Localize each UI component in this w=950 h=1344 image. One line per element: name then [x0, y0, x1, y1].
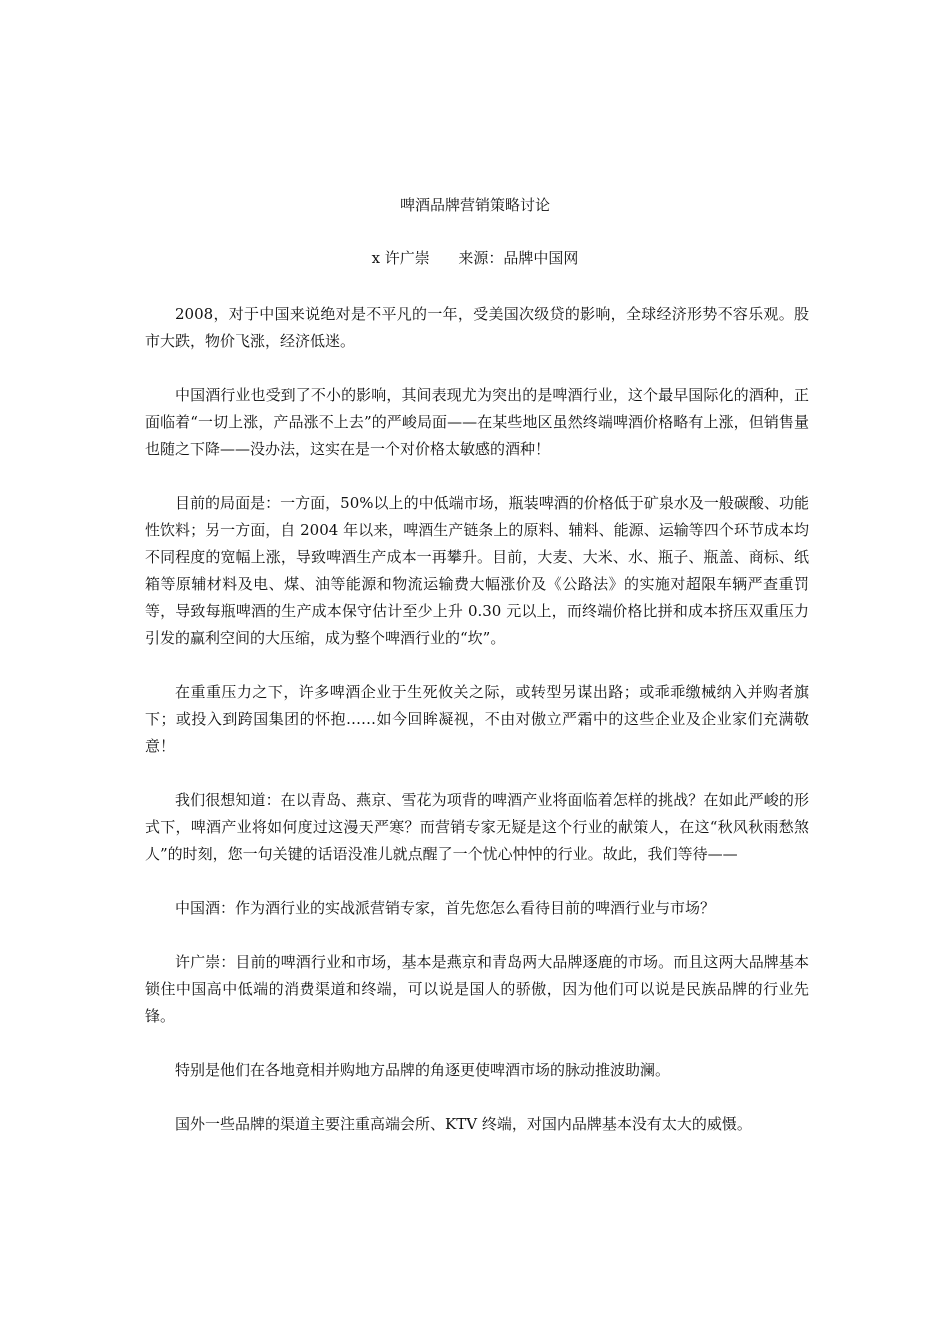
paragraph: 2008，对于中国来说绝对是不平凡的一年，受美国次级贷的影响，全球经济形势不容乐观。股市大跌，物价飞涨，经济低迷。: [145, 305, 809, 350]
paragraph: 许广崇：目前的啤酒行业和市场，基本是燕京和青岛两大品牌逐鹿的市场。而且这两大品牌基本锁住中国高中低端的消费渠道和终端，可以说是国人的骄傲，因为他们可以说是民族品牌的行业先锋。: [145, 953, 809, 1025]
document-title: 啤酒品牌营销策略讨论: [399, 196, 550, 214]
paragraph: 国外一些品牌的渠道主要注重高端会所、KTV 终端，对国内品牌基本没有太大的威慑。: [175, 1115, 752, 1133]
document-byline: x 许广崇 来源：品牌中国网: [371, 249, 579, 267]
paragraph: 在重重压力之下，许多啤酒企业于生死攸关之际，或转型另谋出路；或乖乖缴械纳入并购者旗下；或投入到跨国集团的怀抱……如今回眸凝视，不由对傲立严霜中的这些企业及企业家们充满敬意！: [145, 683, 809, 755]
paragraph: 特别是他们在各地竟相并购地方品牌的角逐更使啤酒市场的脉动推波助澜。: [175, 1061, 671, 1079]
document-body: [145, 301, 809, 1165]
paragraph: 我们很想知道：在以青岛、燕京、雪花为项背的啤酒产业将面临着怎样的挑战？在如此严峻的形式下，啤酒产业将如何度过这漫天严寒？而营销专家无疑是这个行业的献策人，在这“秋风秋雨愁煞人”的时刻，您一句关键的话语没准儿就点醒了一个忧心忡忡的行业。故此，我们等待——: [145, 791, 809, 863]
paragraph: 目前的局面是：一方面，50%以上的中低端市场，瓶装啤酒的价格低于矿泉水及一般碳酸、功能性饮料；另一方面，自 2004 年以来，啤酒生产链条上的原料、辅料、能源、运输等四个环节成本均不同程度的宽幅上涨，导致啤酒生产成本一再攀升。目前，大麦、大米、水、瓶子、瓶盖、商标、纸箱等原辅材料及电、煤、油等能源和物流运输费大幅涨价及《公路法》的实施对超限车辆严查重罚等，导致每瓶啤酒的生产成本保守估计至少上升 0.30 元以上，而终端价格比拼和成本挤压双重压力引发的赢利空间的大压缩，成为整个啤酒行业的“坎”。: [145, 494, 809, 647]
paragraph: 中国酒行业也受到了不小的影响，其间表现尤为突出的是啤酒行业，这个最早国际化的酒种，正面临着“一切上涨，产品涨不上去”的严峻局面——在某些地区虽然终端啤酒价格略有上涨，但销售量也随之下降——没办法，这实在是一个对价格太敏感的酒种！: [145, 386, 809, 458]
paragraph: 中国酒：作为酒行业的实战派营销专家，首先您怎么看待目前的啤酒行业与市场？: [175, 899, 716, 917]
